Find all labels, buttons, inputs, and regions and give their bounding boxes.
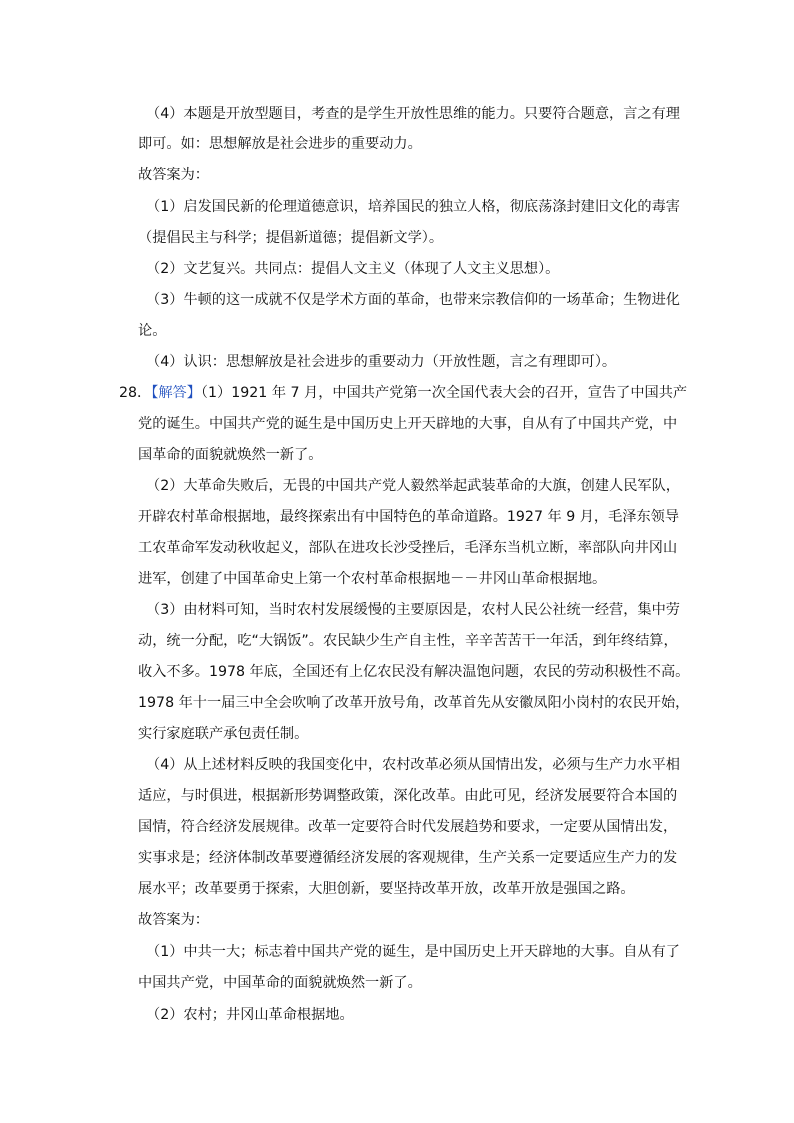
q27-answer3-line2: 论。 bbox=[138, 323, 167, 339]
q27-answer2: （2）文艺复兴。共同点：提倡人文主义（体现了人文主义思想）。 bbox=[146, 261, 560, 277]
q28-part4-line5: 展水平；改革要勇于探索，大胆创新，要坚持改革开放，改革开放是强国之路。 bbox=[138, 881, 635, 897]
q28-part3-line5: 实行家庭联产承包责任制。 bbox=[138, 726, 309, 742]
q28-answer-label: 故答案为： bbox=[138, 912, 209, 928]
q27-answer1-line2: （提倡民主与科学；提倡新道德；提倡新文学）。 bbox=[138, 230, 444, 246]
q28-part4-line4: 实事求是；经济体制改革要遵循经济发展的客观规律，生产关系一定要适应生产力的发 bbox=[138, 850, 678, 866]
q27-answer4: （4）认识：思想解放是社会进步的重要动力（开放性题，言之有理即可）。 bbox=[146, 354, 617, 370]
q28-answer1-line1: （1）中共一大；标志着中国共产党的诞生，是中国历史上开天辟地的大事。自从有了 bbox=[146, 944, 680, 960]
q28-part2-line1: （2）大革命失败后，无畏的中国共产党人毅然举起武装革命的大旗，创建人民军队， bbox=[146, 478, 680, 494]
q28-heading bbox=[119, 383, 687, 403]
q28-part2-line2: 开辟农村革命根据地，最终探索出有中国特色的革命道路。1927 年 9 月，毛泽东领导 bbox=[138, 509, 680, 525]
q28-part4-line1: （4）从上述材料反映的我国变化中，农村改革必须从国情出发，必须与生产力水平相 bbox=[146, 757, 680, 773]
q28-part4-line2: 适应，与时俱进，根据新形势调整政策，深化改革。由此可见，经济发展要符合本国的 bbox=[138, 788, 678, 804]
q28-part3-line3: 收入不多。1978 年底，全国还有上亿农民没有解决温饱问题，农民的劳动积极性不高。 bbox=[138, 664, 690, 680]
q28-part2-line3: 工农革命军发动秋收起义，部队在进攻长沙受挫后，毛泽东当机立断，率部队向井冈山 bbox=[138, 540, 678, 556]
question-number: 28． bbox=[119, 385, 152, 401]
q28-answer1-line2: 中国共产党，中国革命的面貌就焕然一新了。 bbox=[138, 975, 422, 991]
q28-part1-line3: 国革命的面貌就焕然一新了。 bbox=[138, 447, 323, 463]
q27-answer3-line1: （3）牛顿的这一成就不仅是学术方面的革命，也带来宗教信仰的一场革命；生物进化 bbox=[146, 292, 680, 308]
q27-answer-label: 故答案为： bbox=[138, 167, 209, 183]
q28-answer2: （2）农村；井冈山革命根据地。 bbox=[146, 1007, 354, 1023]
answer-tag: 【解答】 bbox=[151, 385, 201, 401]
q27-answer1-line1: （1）启发国民新的伦理道德意识，培养国民的独立人格，彻底荡涤封建旧文化的毒害 bbox=[146, 199, 680, 215]
q28-part3-line4: 1978 年十一届三中全会吹响了改革开放号角，改革首先从安徽凤阳小岗村的农民开始， bbox=[138, 695, 690, 711]
q28-part2-line4: 进军，创建了中国革命史上第一个农村革命根据地－－井冈山革命根据地。 bbox=[138, 571, 607, 587]
q27-part4-line2: 即可。如：思想解放是社会进步的重要动力。 bbox=[138, 136, 422, 152]
q28-part4-line3: 国情，符合经济发展规律。改革一定要符合时代发展趋势和要求，一定要从国情出发， bbox=[138, 819, 678, 835]
q28-part3-line2: 动，统一分配，吃“大锅饭”。农民缺少生产自主性，辛辛苦苦干一年活，到年终结算， bbox=[138, 633, 678, 649]
q28-part1-line1: （1）1921 年 7 月，中国共产党第一次全国代表大会的召开，宣告了中国共产 bbox=[200, 385, 688, 401]
q27-part4-line1: （4）本题是开放型题目，考查的是学生开放性思维的能力。只要符合题意，言之有理 bbox=[146, 106, 680, 122]
q28-part3-line1: （3）由材料可知，当时农村发展缓慢的主要原因是，农村人民公社统一经营，集中劳 bbox=[146, 602, 680, 618]
q28-part1-line2: 党的诞生。中国共产党的诞生是中国历史上开天辟地的大事，自从有了中国共产党，中 bbox=[138, 416, 678, 432]
